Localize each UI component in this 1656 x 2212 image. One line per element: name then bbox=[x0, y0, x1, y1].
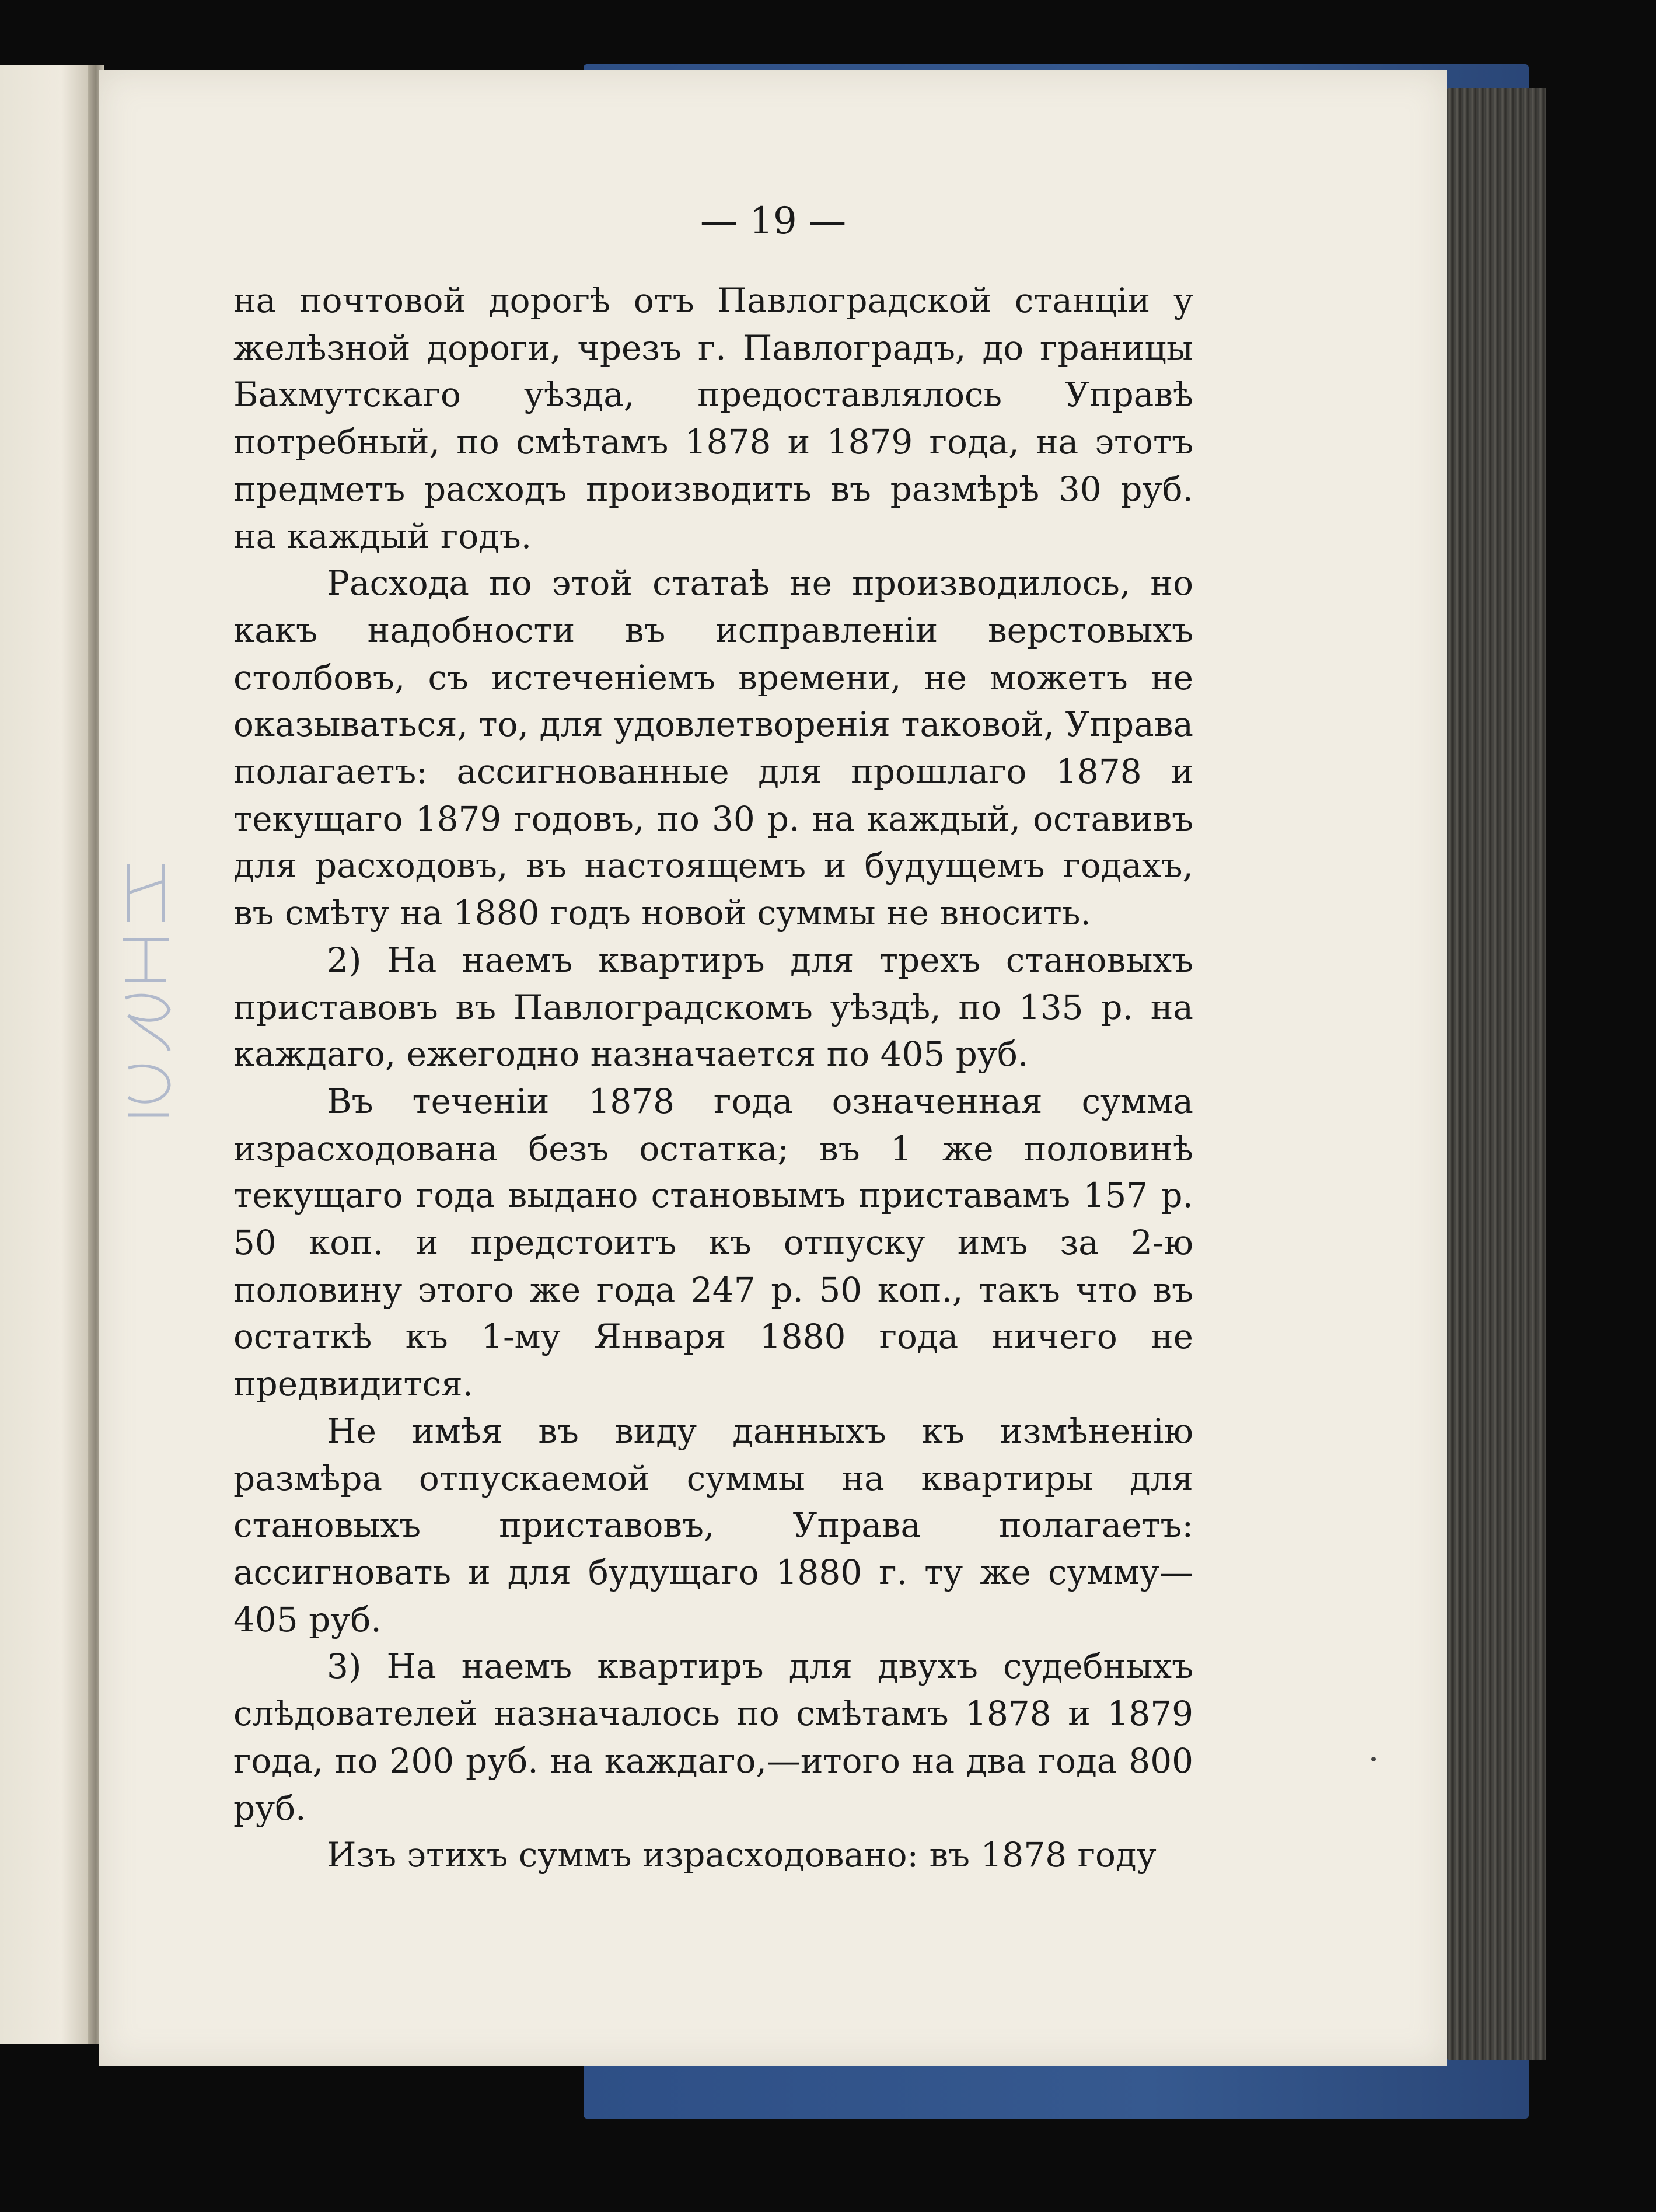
body-text bbox=[233, 277, 1193, 1879]
page-edges bbox=[1447, 88, 1546, 2060]
paragraph: Не имѣя въ виду данныхъ къ измѣненію размѣра отпускаемой суммы на квартиры для становыхъ приставовъ, Управа полагаетъ: ассигновать и для будущаго 1880 г. ту же сумму—405 руб. bbox=[233, 1411, 1193, 1639]
paragraph: 3) На наемъ квартиръ для двухъ судебныхъ слѣдователей назначалось по смѣтамъ 1878 и 1879 года, по 200 руб. на каждаго,—итого на два года 800 руб. bbox=[233, 1646, 1193, 1828]
paragraph: Расхода по этой статаѣ не производилось, но какъ надобности въ исправленіи верстовыхъ столбовъ, съ истеченіемъ времени, не можетъ не оказываться, то, для удовлетворенія таковой, Управа полагаетъ: ассигнованные для прошлаго 1878 и текущаго 1879 годовъ, по 30 р. на каждый, оставивъ для расходовъ, въ настоящемъ и будущемъ годахъ, въ смѣту на 1880 годъ новой суммы не вносить. bbox=[233, 563, 1193, 933]
ink-speck bbox=[1371, 1757, 1376, 1761]
library-stamp bbox=[105, 846, 193, 1138]
paragraph: Изъ этихъ суммъ израсходовано: въ 1878 году bbox=[327, 1835, 1157, 1875]
book-page bbox=[99, 70, 1447, 2066]
left-facing-page bbox=[0, 65, 88, 2044]
page-number: — 19 — bbox=[700, 200, 847, 243]
paragraph: на почтовой дорогѣ отъ Павлоградской станціи у желѣзной дороги, чрезъ г. Павлоградъ, до границы Бахмутскаго уѣзда, предоставлялось Управѣ потребный, по смѣтамъ 1878 и 1879 года, на этотъ предметъ расходъ производить въ размѣрѣ 30 руб. на каждый годъ. bbox=[233, 281, 1193, 556]
paragraph: 2) На наемъ квартиръ для трехъ становыхъ приставовъ въ Павлоградскомъ уѣздѣ, по 135 р. на каждаго, ежегодно назначается по 405 руб. bbox=[233, 940, 1193, 1074]
paragraph: Въ теченіи 1878 года означенная сумма израсходована безъ остатка; въ 1 же половинѣ текущаго года выдано становымъ приставамъ 157 р. 50 коп. и предстоитъ къ отпуску имъ за 2-ю половину этого же года 247 р. 50 коп., такъ что въ остаткѣ къ 1-му Января 1880 года ничего не предвидится. bbox=[233, 1081, 1193, 1404]
